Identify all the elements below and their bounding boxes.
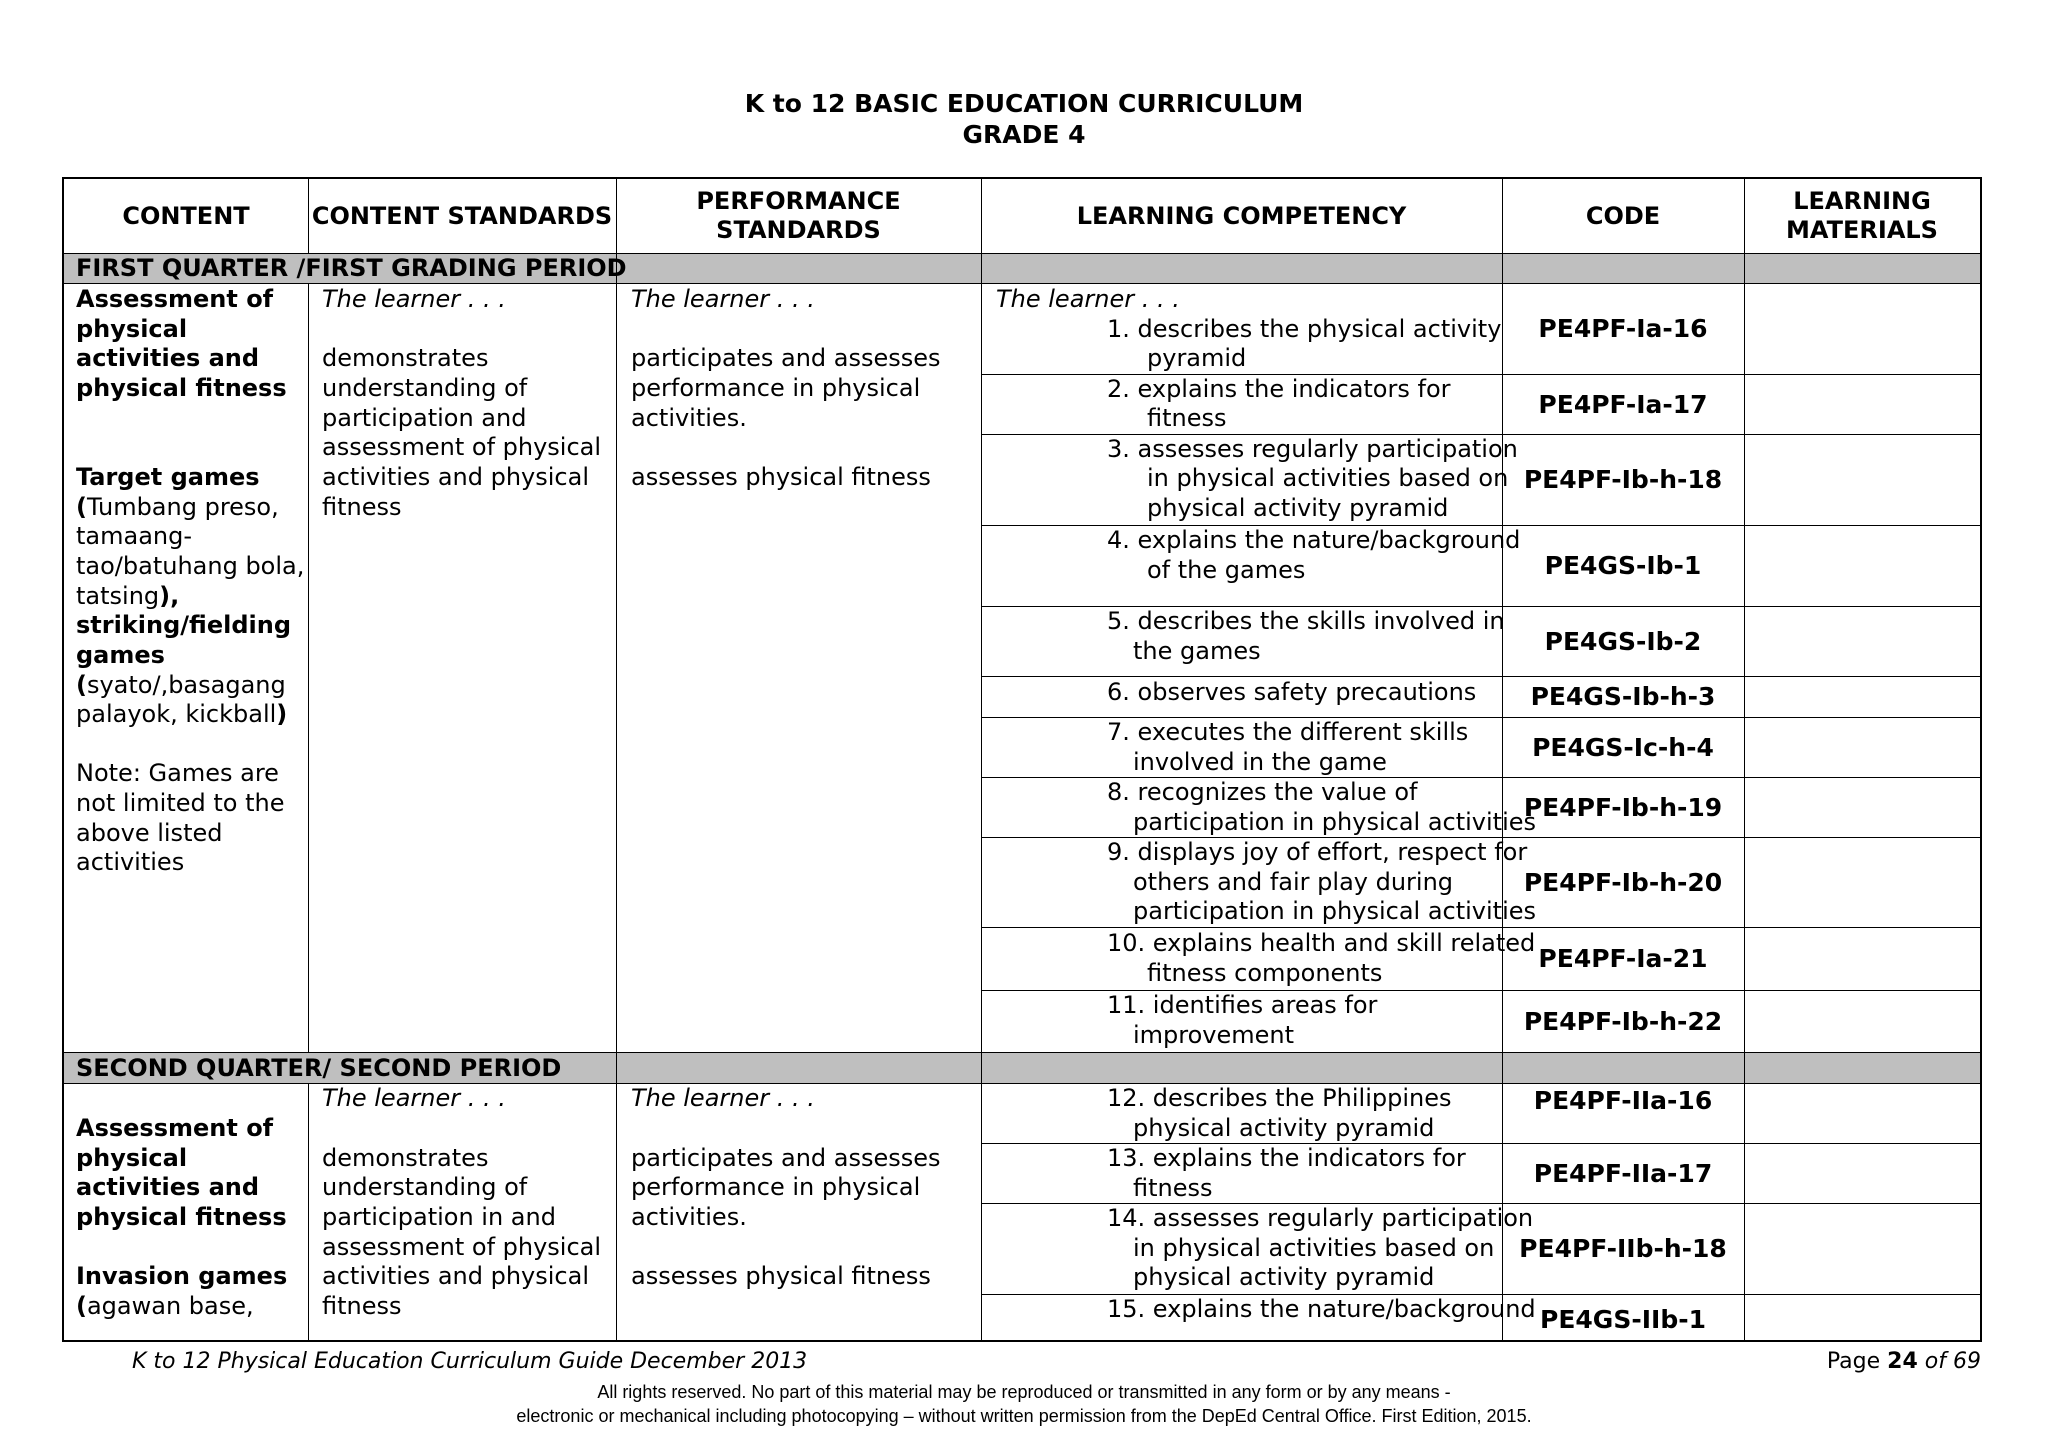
competency-code: PE4PF-Ia-21: [1538, 944, 1708, 973]
document-subtitle: GRADE 4: [962, 120, 1086, 149]
column-header-learning-materials: LEARNING MATERIALS: [1786, 187, 1938, 244]
column-divider: [308, 283, 309, 1052]
competency-code: PE4GS-Ib-h-3: [1530, 682, 1716, 711]
curriculum-table: CONTENT CONTENT STANDARDS PERFORMANCE STANDARDS LEARNING COMPETENCY CODE LEARNING MATERIALS FIRST QUARTER /FIRST GRADING PERIOD SECOND QUARTER/ SECOND PERIOD Assessment of physical activities and physical fitness Target games (Tumbang preso, tamaang- tao/batuhang bola, tatsing), striking/fielding games (syato/,basagang palayok, kickball) Note: Games are not limited to the above listed activities The learner . . . demonstrates understanding of participation and assessment of physical activities and physical fitness The learner . . . participates and assesses performance in physical activities. assesses physical fitness The learner . . . 1. describes the physical activity pyramid PE4PF-Ia-16 2. explains the indicators for fitness PE4PF-Ia-17 3. assesses regularly participation in physical activities based on physical activity pyramid PE4PF-Ib-h-18 4. explains the nature/background of the games PE4GS-Ib-1 5. describes the skills involved in the games PE4GS-Ib-2 6. observes safety precautions PE4GS-Ib-h-3 7. executes the different skills involved in the game PE4GS-Ic-h-4 8. recognizes the value of participation in physical activities PE4PF-Ib-h-19 9. displays joy of effort, respect for others and fair play during participation in physical activities PE4PF-Ib-h-20 10. explains health and skill related fitness components PE4PF-Ia-21 11. identifies areas for improvement PE4PF-Ib-h-22 Assessment of physical activities and physical fitness Invasion games (agawan base, The learner . . . demonstrates understanding of participation in and assessment of physical activities and physical fitness The learner . . . participates and assesses performance in physical activities. assesses physical fitness 12. describes the Philippines physical activity pyramid PE4PF-IIa-16 13. explains the indicators for fitness PE4PF-IIa-17 14. assesses regularly participation in physical activities based on physical activity pyramid PE4PF-IIb-h-18 15. explains the nature/background PE4GS-IIb-1: [62, 177, 1982, 1342]
page-number: Page 24 of 69: [1826, 1349, 1981, 1374]
document-header: [0, 88, 2048, 150]
footer-legal-line-1: All rights reserved. No part of this material may be reproduced or transmitted in any form or by any means -: [597, 1382, 1451, 1402]
column-divider: [981, 179, 982, 1342]
competency-code: PE4PF-Ib-h-22: [1523, 1006, 1723, 1036]
competency-code: PE4PF-Ia-17: [1538, 389, 1708, 419]
competency-code: PE4PF-Ib-h-20: [1523, 867, 1723, 897]
column-divider: [308, 1083, 309, 1342]
column-divider: [616, 179, 617, 1342]
column-header-performance-standards: PERFORMANCE STANDARDS: [696, 187, 901, 244]
column-header-content: CONTENT: [122, 201, 250, 230]
competency-code: PE4PF-IIb-h-18: [1519, 1234, 1727, 1263]
column-divider: [1744, 179, 1745, 1342]
competency-code: PE4PF-Ia-16: [1538, 314, 1708, 343]
competency-code: PE4PF-Ib-h-18: [1523, 465, 1723, 494]
competency-divider: [981, 927, 1981, 928]
footer-legal-line-2: electronic or mechanical including photocopying – without written permission from the DepEd Central Office. First Edition, 2015.: [516, 1406, 1532, 1426]
competency-code: PE4PF-IIa-17: [1533, 1158, 1713, 1188]
competency-code: PE4GS-Ib-1: [1544, 551, 1702, 580]
column-header-learning-competency: LEARNING COMPETENCY: [1076, 201, 1407, 230]
competency-code: PE4GS-IIb-1: [1540, 1305, 1706, 1334]
column-header-code: CODE: [1585, 201, 1661, 230]
competency-code: PE4PF-Ib-h-19: [1523, 792, 1723, 822]
document-title: K to 12 BASIC EDUCATION CURRICULUM: [744, 89, 1304, 118]
quarter-label-second: SECOND QUARTER/ SECOND PERIOD: [76, 1054, 562, 1082]
competency-code: PE4PF-IIa-16: [1533, 1085, 1713, 1115]
competency-code: PE4GS-Ib-2: [1544, 626, 1702, 656]
column-header-content-standards: CONTENT STANDARDS: [311, 201, 613, 230]
q1-competency-intro: The learner . . .: [996, 285, 1180, 313]
footer-guide-title: K to 12 Physical Education Curriculum Guide December 2013: [132, 1349, 808, 1374]
quarter-label-first: FIRST QUARTER /FIRST GRADING PERIOD: [76, 254, 627, 282]
row-divider: [64, 1052, 1980, 1053]
competency-divider: [981, 676, 1981, 677]
competency-code: PE4GS-Ic-h-4: [1532, 732, 1714, 762]
